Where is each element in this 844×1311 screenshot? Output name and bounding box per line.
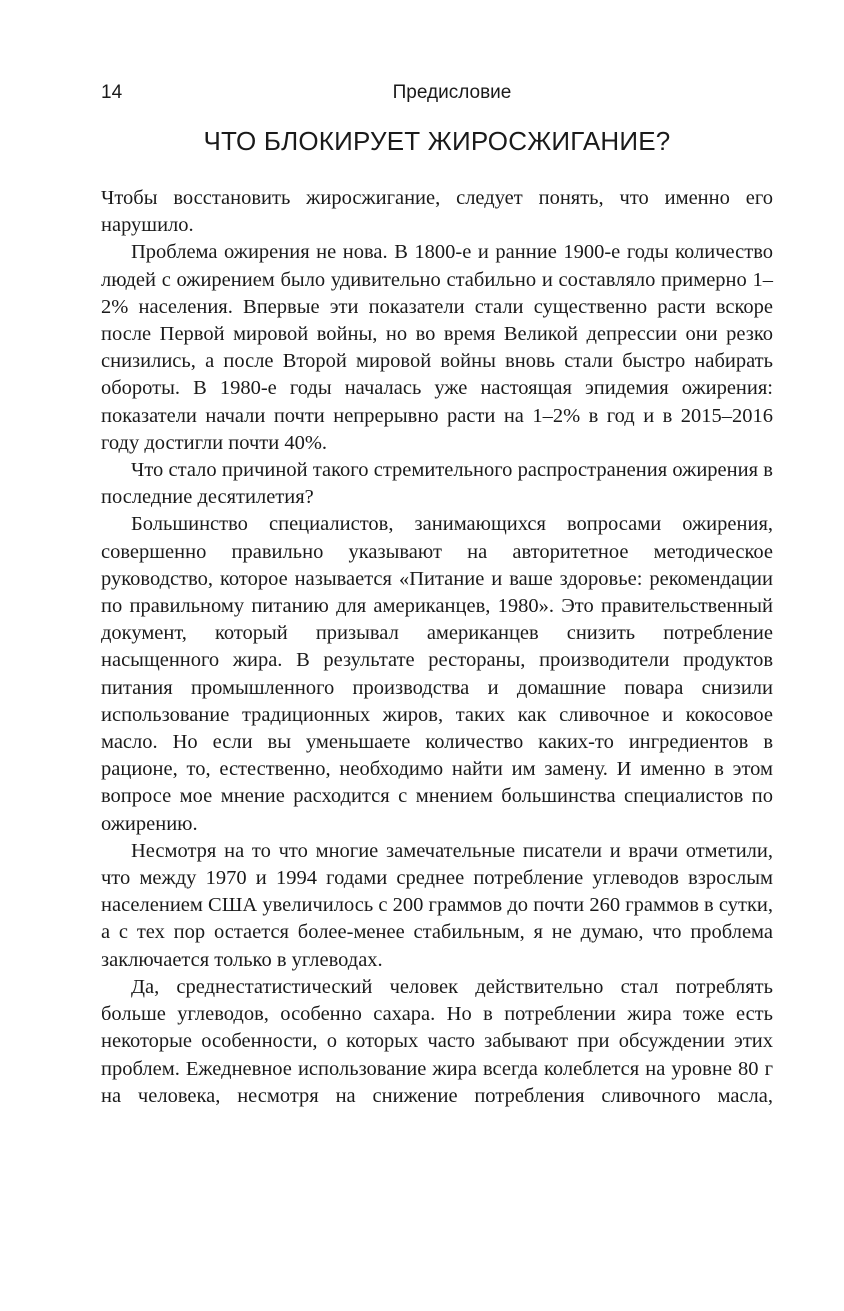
paragraph: Да, среднестатистический человек действительно стал потреблять больше углеводов, особенно сахара. Но в потреблении жира тоже есть некоторые особенности, о которых часто забывают при обсуждении этих проблем. Ежедневное использование жира всегда колеблется на уровне 80 г на человека, несмотря на снижение потребления сливочного масла, [101, 975, 773, 1107]
section-name: Предисловие [392, 82, 512, 103]
running-head [101, 80, 773, 106]
chapter-title: ЧТО БЛОКИРУЕТ ЖИРОСЖИГАНИЕ? [203, 126, 671, 156]
paragraph: Чтобы восстановить жиросжигание, следует понять, что именно его нарушило. [101, 187, 773, 237]
paragraph: Большинство специалистов, занимающихся вопросами ожирения, совершенно правильно указывают на авторитетное методическое руководство, которое называется «Питание и ваше здоровье: рекомендации по правильному питанию для американцев, 1980». Это правительственный документ, который призывал американцев снизить потребление насыщенного жира. В результате рестораны, производители продуктов питания промышленного производства и домашние повара снизили использование традиционных жиров, таких как сливочное и кокосовое масло. Но если вы уменьшаете количество каких-то ингредиентов в рационе, то, естественно, необходимо найти им замену. И именно в этом вопросе мое мнение расходится с мнением большинства специалистов по ожирению. [101, 513, 773, 835]
paragraph: Проблема ожирения не нова. В 1800-е и ранние 1900-е годы количество людей с ожирением было удивительно стабильно и составляло примерно 1–2% населения. Впервые эти показатели стали существенно расти вскоре после Первой мировой войны, но во время Великой депрессии они резко снизились, а после Второй мировой войны вновь стали быстро набирать обороты. В 1980-е годы началась уже настоящая эпидемия ожирения: показатели начали почти непрерывно расти на 1–2% в год и в 2015–2016 году достигли почти 40%. [101, 241, 773, 454]
paragraph: Несмотря на то что многие замечательные писатели и врачи отметили, что между 1970 и 1994 годами среднее потребление углеводов взрослым населением США увеличилось с 200 граммов до почти 260 граммов в сутки, а с тех пор остается более-менее стабильным, я не думаю, что проблема заключается только в углеводах. [101, 839, 773, 971]
body-text [101, 185, 773, 1110]
paragraph: Что стало причиной такого стремительного распространения ожирения в последние десятилетия? [101, 459, 773, 509]
page-number: 14 [101, 82, 123, 103]
